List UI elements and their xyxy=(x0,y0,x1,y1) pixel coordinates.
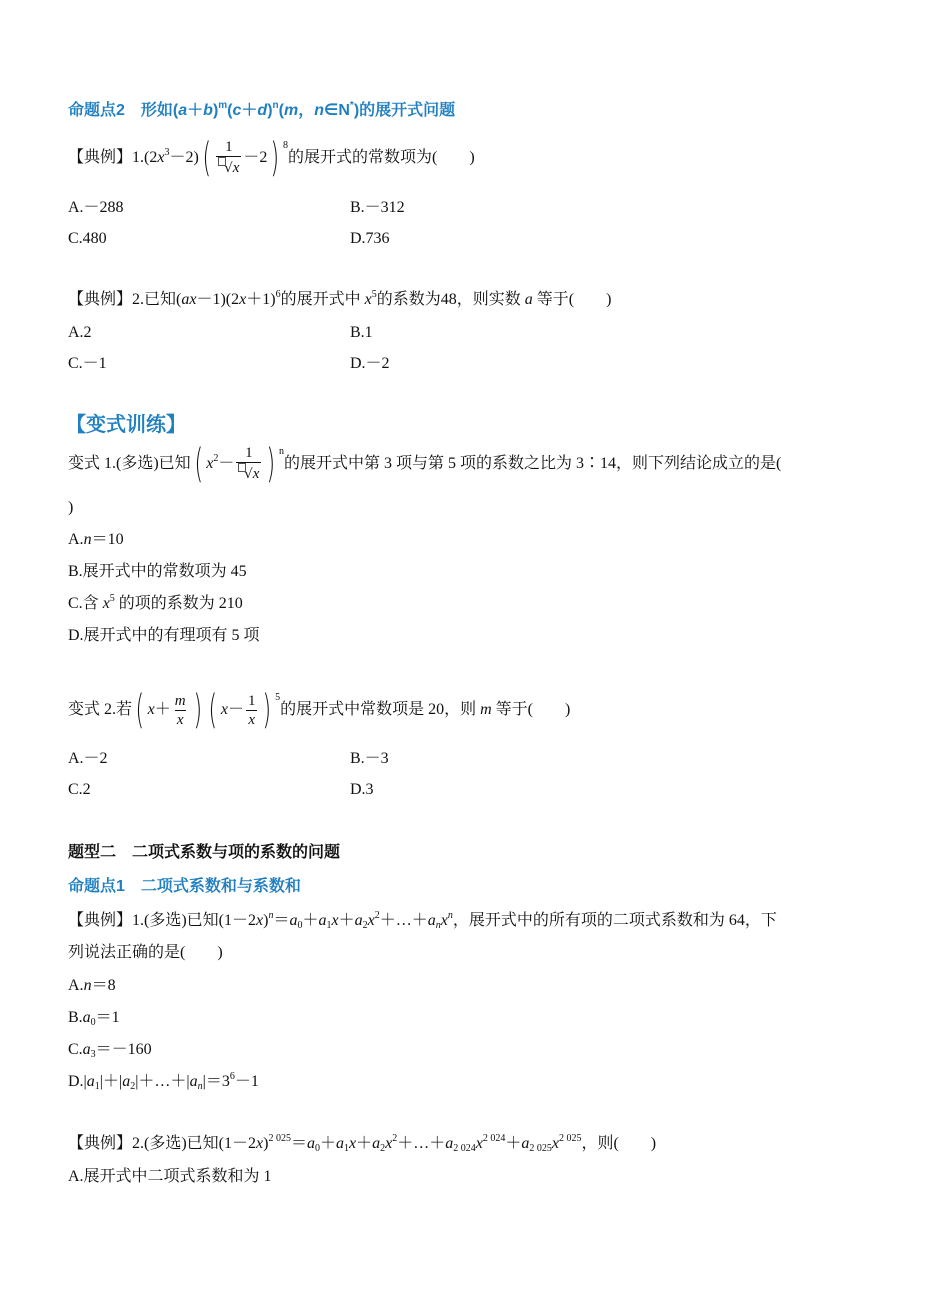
variant-1-option-b: B.展开式中的常数项为 45 xyxy=(68,563,247,580)
fraction-one-over-root-x: $\frac{1}{√x}$ xyxy=(236,444,261,484)
variant-2-option-d: D.3 xyxy=(350,781,374,798)
variant-1-question: 变式 1.(多选)已知( $x^2-$ $\frac{1}{√x}$ ) $^n$的展开式中第 3 项与第 5 项的系数之比为 3∶14，则下列结论成立的是( xyxy=(68,441,782,488)
section-heading-proposition-1: 命题点1 二项式系数和与系数和 xyxy=(68,878,301,895)
example-tag: 【典例】 xyxy=(68,291,133,308)
variant-1-question-end: ) xyxy=(68,499,74,516)
variant-2-option-c: C.2 xyxy=(68,781,91,798)
variant-training-heading: 【变式训练】 xyxy=(66,414,186,436)
example-1-option-b: B.－312 xyxy=(350,199,405,216)
left-paren: ( xyxy=(202,135,211,182)
example-1-option-a: A.－288 xyxy=(68,199,124,216)
right-paren: ) xyxy=(270,135,280,182)
example-2-option-a: A.2 xyxy=(68,324,92,341)
variant-1-option-a: A.n＝10 xyxy=(68,531,124,548)
example-3-option-c: $C.a_3=-160$ xyxy=(68,1041,152,1060)
example-4-question: 【典例】2.(多选)已知$(1-2x)^{2 025}=a_0+a_1x+a_2x^2+\dots+a_{2 024}x^{2 024}+a_{2 025}x^{2 025}$，则( ) xyxy=(68,1133,657,1154)
example-tag: 【典例】 xyxy=(68,149,133,166)
example-1-question: 【典例】$1.(2x^3-2)$( $\frac{1}{√x}$ －2) $^8$的展开式的常数项为( ) xyxy=(68,135,475,182)
example-2-option-b: B.1 xyxy=(350,324,373,341)
variant-1-option-c: C.含 $x^5$ 的项的系数为 210 xyxy=(68,593,243,612)
fraction-m-over-x: $\frac{m}{x}$ xyxy=(174,692,186,728)
example-2-question: 【典例】2.已知$(ax-1)(2x+1)^6$的展开式中 $x^5$的系数为48，则实数 a 等于( ) xyxy=(68,289,612,308)
variant-1-option-d: D.展开式中的有理项有 5 项 xyxy=(68,627,260,644)
variant-2-question: 变式 2.若( x＋ $\frac{m}{x}$ ) ( x－ $\frac{1}{x}$ ) $^5$的展开式中常数项是 20，则 m 等于( ) xyxy=(68,687,571,734)
example-3-question-line-2: 列说法正确的是( ) xyxy=(68,944,223,961)
example-3-option-d: $D.|a_1|+|a_2|+\dots+|a_n|=3^6-1$ xyxy=(68,1071,259,1092)
example-1-option-d: D.736 xyxy=(350,230,390,247)
example-3-option-a: A.n＝8 xyxy=(68,977,116,994)
example-1-option-c: C.480 xyxy=(68,230,107,247)
fraction-one-over-x: $\frac{1}{x}$ xyxy=(247,692,256,728)
section-heading-proposition-2: 命题点2 形如$(a+b)^m(c+d)^n(m$，n∈N*)的展开式问题 xyxy=(68,100,456,119)
example-3-option-b: $B.a_0=1$ xyxy=(68,1009,120,1028)
example-2-option-c: C.－1 xyxy=(68,355,107,372)
example-3-question: 【典例】1.(多选)已知$(1-2x)^n=a_0+a_1x+a_2x^2+\dots+a_nx^n$，展开式中的所有项的二项式系数和为 64，下 xyxy=(68,910,777,931)
example-2-option-d: D.－2 xyxy=(350,355,390,372)
example-4-option-a: A.展开式中二项式系数和为 1 xyxy=(68,1168,272,1185)
fraction-one-over-root-x: $\frac{1}{√x}$ xyxy=(216,138,241,178)
variant-2-option-a: A.－2 xyxy=(68,750,108,767)
section-heading-type-2: 题型二 二项式系数与项的系数的问题 xyxy=(68,844,341,861)
variant-2-option-b: B.－3 xyxy=(350,750,389,767)
